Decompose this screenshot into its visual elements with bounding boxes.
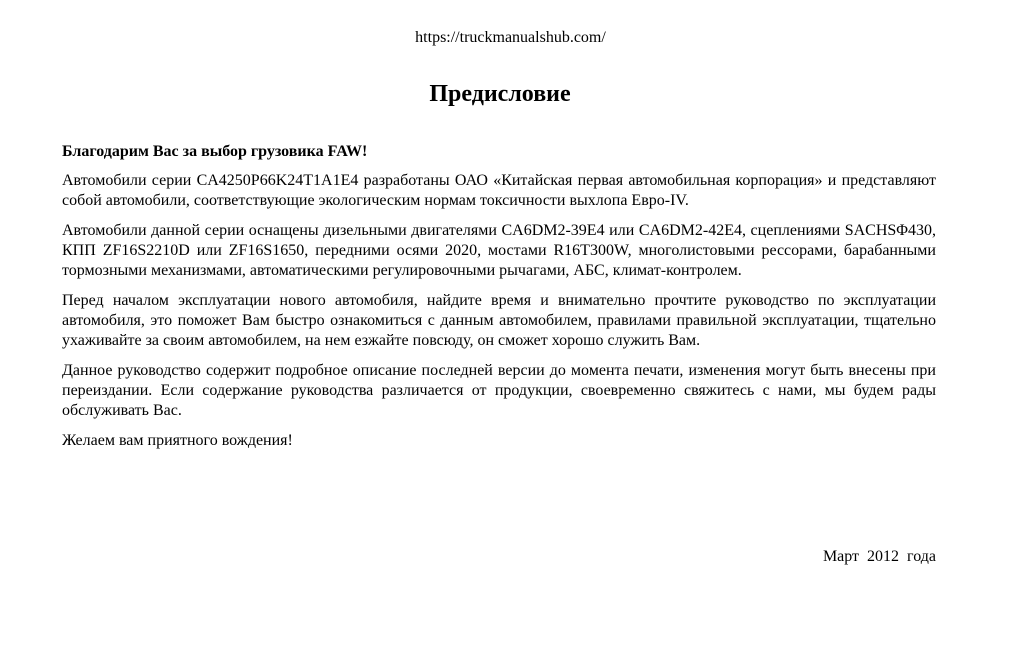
paragraph-intro: Автомобили серии CA4250P66K24T1A1E4 разработаны ОАО «Китайская первая автомобильная корпорация» и представляют собой автомобили, соответствующие экологическим нормам токсичности выхлопа Евро-IV. bbox=[62, 172, 936, 209]
greeting-text: Благодарим Вас за выбор грузовика FAW! bbox=[62, 143, 368, 160]
closing-text: Желаем вам приятного вождения! bbox=[62, 432, 293, 449]
source-url: https://truckmanualshub.com/ bbox=[415, 29, 606, 46]
paragraph-equipment: Автомобили данной серии оснащены дизельными двигателями CA6DM2-39E4 или CA6DM2-42E4, сцеплениями SACHSΦ430, КПП ZF16S2210D или ZF16S1650, передними осями 2020, мостами R16T300W, многолистовыми рессорами, барабанными тормозными механизмами, автоматическими регулировочными рычагами, АБС, климат-контролем. bbox=[62, 222, 936, 279]
paragraph-instructions: Перед началом эксплуатации нового автомобиля, найдите время и внимательно прочтите руководство по эксплуатации автомобиля, это поможет Вам быстро ознакомиться с данным автомобилем, правилами правильной эксплуатации, тщательно ухаживайте за своим автомобилем, на нем езжайте повсюду, он сможет хорошо служить Вам. bbox=[62, 292, 936, 349]
paragraph-disclaimer: Данное руководство содержит подробное описание последней версии до момента печати, изменения могут быть внесены при переиздании. Если содержание руководства различается от продукции, своевременно свяжитесь с нами, мы будем рады обслуживать Вас. bbox=[62, 362, 936, 419]
document-date: Март 2012 года bbox=[822, 548, 936, 565]
document-body bbox=[62, 142, 936, 461]
page-title: Предисловие bbox=[429, 81, 571, 107]
